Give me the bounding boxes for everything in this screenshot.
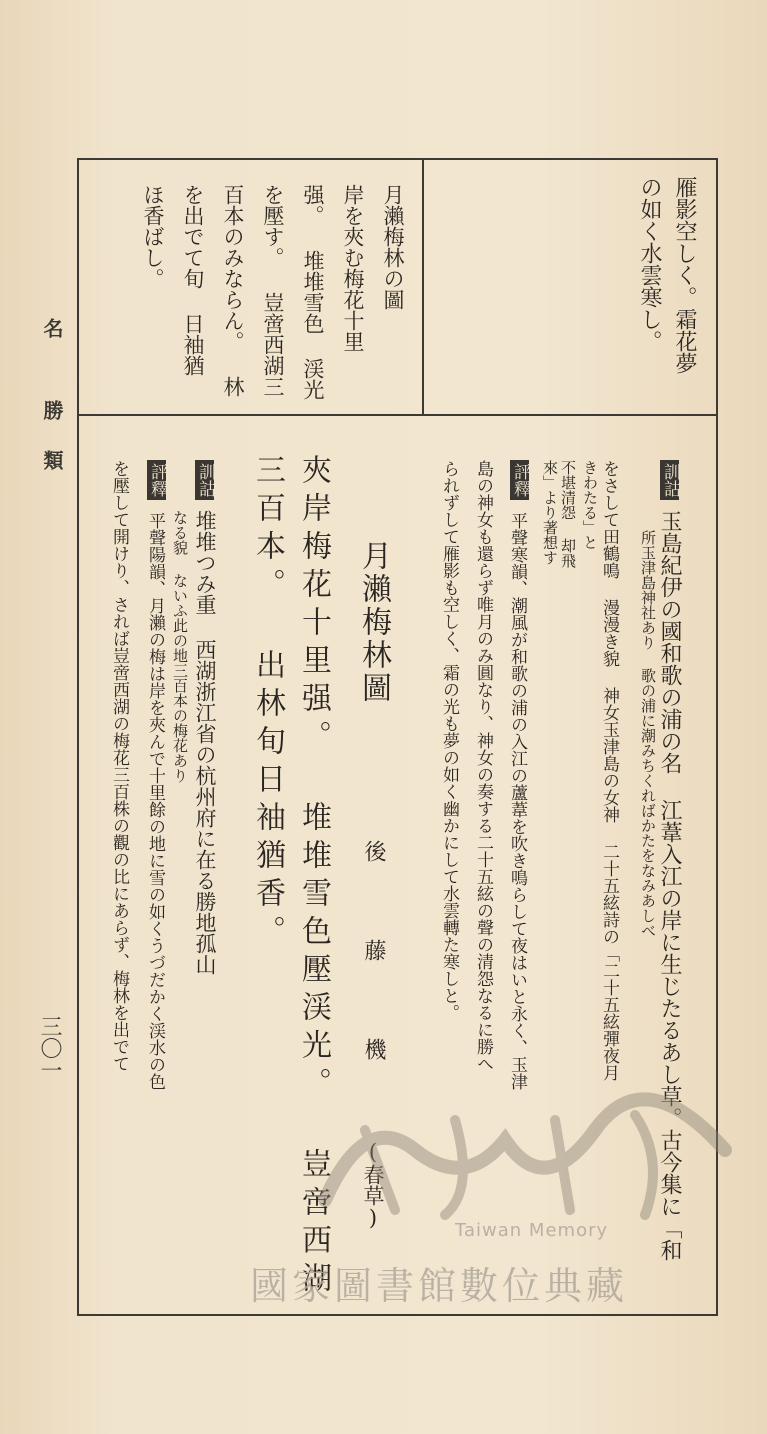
watermark-name: 國家圖書館數位典藏 — [250, 1264, 629, 1308]
hyoshaku-label-2: 評釋 — [147, 460, 166, 500]
kunko1-line-2: 所玉津島神社あり 歌の浦に潮みちくればかたをなみあしべ — [639, 530, 657, 938]
poem-line-2: 三百本。 出林旬日袖猶香。 — [250, 454, 285, 953]
kunko1-line-4: きわたる」と — [581, 460, 599, 550]
top-right-line-2: の如く水雲寒し。 — [637, 176, 662, 352]
kunko2-line-1: 堆堆つみ重 西湖浙江省の杭州府に在る勝地孤山 — [193, 510, 217, 975]
library-watermark-logo — [305, 1090, 735, 1230]
hyoshaku2-line-1: 平聲陽韻、月瀨の梅は岸を夾んで十里餘の地に雪の如くうづだかく渓水の色 — [145, 512, 165, 1090]
running-title-2: 勝 — [40, 400, 64, 420]
top-left-line-6: を出でて旬 日袖猶 — [181, 184, 205, 376]
poem-line-1: 夾岸梅花十里强。 堆堆雪色壓渓光。 豈啻西湖 — [296, 454, 331, 1300]
top-left-line-3: 强。 堆堆雪色 渓光 — [301, 184, 325, 400]
kunko1-line-5: 不堪清怨 却飛 — [559, 460, 577, 568]
poem-author: 後 藤 機 — [361, 840, 386, 1086]
hyoshaku1-line-1: 平聲寒韻、潮風が和歌の浦の入江の蘆葦を吹き鳴らして夜はいと永く、玉津 — [507, 512, 527, 1090]
top-left-line-4: を壓す。 豈啻西湖三 — [261, 184, 285, 397]
hyoshaku1-line-2: 島の神女も還らず唯月のみ圓なり、神女の奏する二十五絃の聲の清怨なるに勝へ — [473, 460, 493, 1072]
running-title-3: 類 — [40, 450, 64, 470]
top-left-line-7: ほ香ばし。 — [141, 184, 165, 289]
running-title-1: 名 — [40, 318, 64, 338]
vertical-rule — [422, 158, 424, 416]
top-left-line-5: 百本のみならん。 林 — [221, 184, 245, 397]
top-left-line-1: 月瀨梅林の圖 — [381, 184, 405, 310]
kunko1-line-1: 玉島紀伊の國和歌の浦の名 江葦入江の岸に生じたるあし草。古今集に「和 — [657, 510, 682, 1261]
hyoshaku-label-1: 評釋 — [510, 460, 529, 500]
kunko2-line-2: なる貌 ないふ此の地三百本の梅花あり — [171, 510, 189, 783]
hyoshaku1-line-3: られずして雁影も空しく、霜の光も夢の如く幽かにして水雲轉た寒しと。 — [439, 460, 459, 1021]
poem-title: 月瀨梅林圖 — [356, 540, 391, 705]
hyoshaku2-line-2: を壓して開けり、されば豈啻西湖の梅花三百株の觀の比にあらず、梅林を出でて — [109, 460, 129, 1072]
poem-pen-name: (春草) — [361, 1140, 385, 1230]
kunko1-line-3: をさして田鶴鳴 漫漫き貌 神女玉津島の女神 二十五絃詩の「二十五絃彈夜月 — [599, 460, 619, 1081]
kunko-label-2: 訓詁 — [195, 460, 214, 500]
horizontal-rule — [77, 414, 718, 416]
kunko1-line-6: 來」より著想す — [541, 460, 559, 565]
top-left-line-2: 岸を夾む梅花十里 — [341, 184, 365, 352]
top-right-line-1: 雁影空しく。霜花夢 — [672, 176, 697, 374]
watermark-latin: Taiwan Memory — [455, 1220, 609, 1241]
kunko-label-1: 訓詁 — [660, 460, 679, 500]
page-number: 三〇一 — [37, 1015, 62, 1081]
